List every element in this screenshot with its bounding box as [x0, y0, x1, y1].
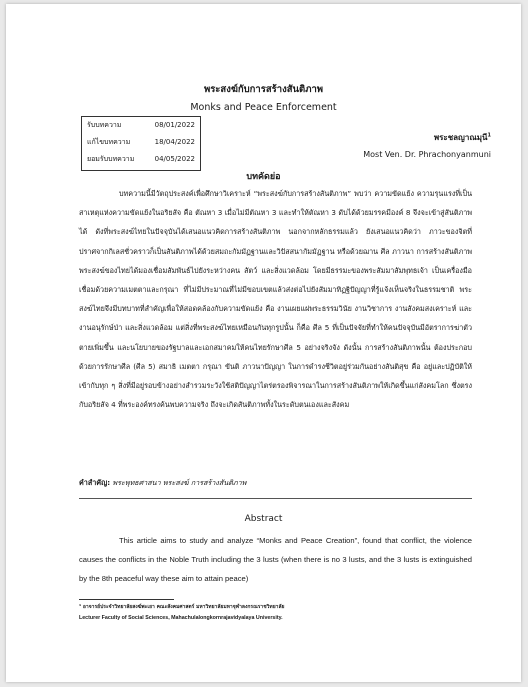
date-label: ยอมรับบทความ: [87, 155, 135, 163]
abstract-heading-thai: บทคัดย่อ: [246, 172, 281, 182]
author-english: Most Ven. Dr. Phrachonyanmuni: [363, 150, 491, 159]
date-revised-row: [82, 134, 200, 151]
date-label: แก้ไขบทความ: [87, 138, 131, 146]
author-thai: [434, 131, 491, 144]
title-english: Monks and Peace Enforcement: [190, 102, 337, 113]
section-divider: [79, 498, 472, 499]
footnote-divider: [79, 599, 174, 600]
author-thai-name: พระชลญาณมุนี: [433, 133, 488, 142]
abstract-body-english: This article aims to study and analyze “Monks and Peace Creation”, found that conflict, the violence causes the conflicts in the Noble Truth including the 3 lusts (when there is no 3 lusts, and the 3 lusts is extinguished by the 8th peaceful way these aim to attain peace): [79, 536, 472, 583]
date-value: 04/05/2022: [154, 155, 195, 163]
keywords-value: พระพุทธศาสนา พระสงฆ์ การสร้างสันติภาพ: [112, 478, 247, 487]
date-label: รับบทความ: [87, 121, 122, 129]
footnote-english: Lecturer Faculty of Social Sciences, Mahachulalongkornrajavidyalaya University.: [79, 615, 283, 621]
date-value: 18/04/2022: [154, 138, 195, 146]
submission-dates-box: [81, 116, 201, 171]
date-value: 08/01/2022: [154, 121, 195, 129]
title-thai: พระสงฆ์กับการสร้างสันติภาพ: [203, 84, 324, 95]
paper-page: [6, 4, 521, 682]
date-received-row: [82, 117, 200, 134]
keywords: [79, 478, 246, 489]
abstract-body-thai: บทความนี้มีวัตถุประสงค์เพื่อศึกษาวิเคราะห์ “พระสงฆ์กับการสร้างสันติภาพ” พบว่า ความขัดแย้ง ความรุนแรงที่เป็นสาเหตุแห่งความขัดแย้งในอริยสัจ คือ ตัณหา 3 เมื่อไม่มีตัณหา 3 และทำให้ตัณหา 3 ดับได้ด้วยมรรคมีองค์ 8 จึงจะเข้าสู่สันติภาพได้ ดังที่พระสงฆ์ไทยในปัจจุบันได้เสนอแนวคิดการสร้างสันติภาพ นอกจากหลักธรรมแล้ว ยังเสนอแนวคิดว่า ภาวะของจิตที่ปราศจากกิเลสชั่วคราวก็เป็นสันติภาพได้ด้วยสมถะกัมมัฏฐานและวิปัสสนากัมมัฏฐาน หรือด้วยฌาน ศีล ภาวนา การสร้างสันติภาพพระสงฆ์ของไทยได้มองเชื่อมสัมพันธ์ไปยังระหว่างคน สัตว์ และสิ่งแวดล้อม โดยมีธรรมะของพระสัมมาสัมพุทธเจ้า เป็นเครื่องมือเชื่อมด้วยความเมตตาและกรุณา ที่ไม่มีประมาณที่ไม่มีขอบเขตแล้วส่งต่อไปยังสัมมาทิฏฐิปัญญาที่รู้แจ้งเห็นจริงในธรรมชาติ พระสงฆ์ไทยจึงมีบทบาทที่สำคัญเพื่อให้สอดคล้องกับความขัดแย้ง คือ งานเผยแผ่พระธรรมวินัย งานวิชาการ งานสังคมสงเคราะห์ และงานอนุรักษ์ป่า และสิ่งแวดล้อม แต่สิ่งที่พระสงฆ์ไทยเหมือนกันทุกรูปนั้น ก็คือ ศีล 5 ที่เป็นปัจจัยที่ทำให้คนปัจจุบันมีอัตราการฆ่าตัวตายเพิ่มขึ้น และนโยบายของรัฐบาลและเอกสมาคมให้คนไทยรักษาศีล 5 อย่างจริงจัง ดังนั้น การสร้างสันติภาพนั้น ต้องประกอบด้วยการรักษาศีล (ศีล 5) สมาธิ เมตตา กรุณา ขันติ ภาวนาปัญญา ในการดำรงชีวิตอยู่ร่วมกันอย่างสันติสุข คือ อยู่และปฏิบัติให้เข้ากับทุก ๆ สิ่งที่มีอยู่รอบข้างอย่างสำรวมระวังใช้สติปัญญาไตร่ตรองพิจารณาในการสร้างสันติภาพให้เกิดขึ้นแก่สังคมโลก ซึ่งตรงกับอริยสัจ 4 ที่พระองค์ทรงค้นพบความจริง ถึงจะเกิดสันติภาพทั้งในระดับตนเองและสังคม: [79, 189, 472, 410]
keywords-label: คำสำคัญ:: [79, 478, 111, 487]
footnote-thai: ¹ อาจารย์ประจำวิทยาลัยสงฆ์พะเยา คณะสังคมศาสตร์ มหาวิทยาลัยมหาจุฬาลงกรณราชวิทยาลัย: [79, 604, 285, 610]
abstract-heading-english: Abstract: [244, 514, 283, 524]
footnote-marker: 1: [487, 132, 491, 139]
date-accepted-row: [82, 151, 200, 168]
